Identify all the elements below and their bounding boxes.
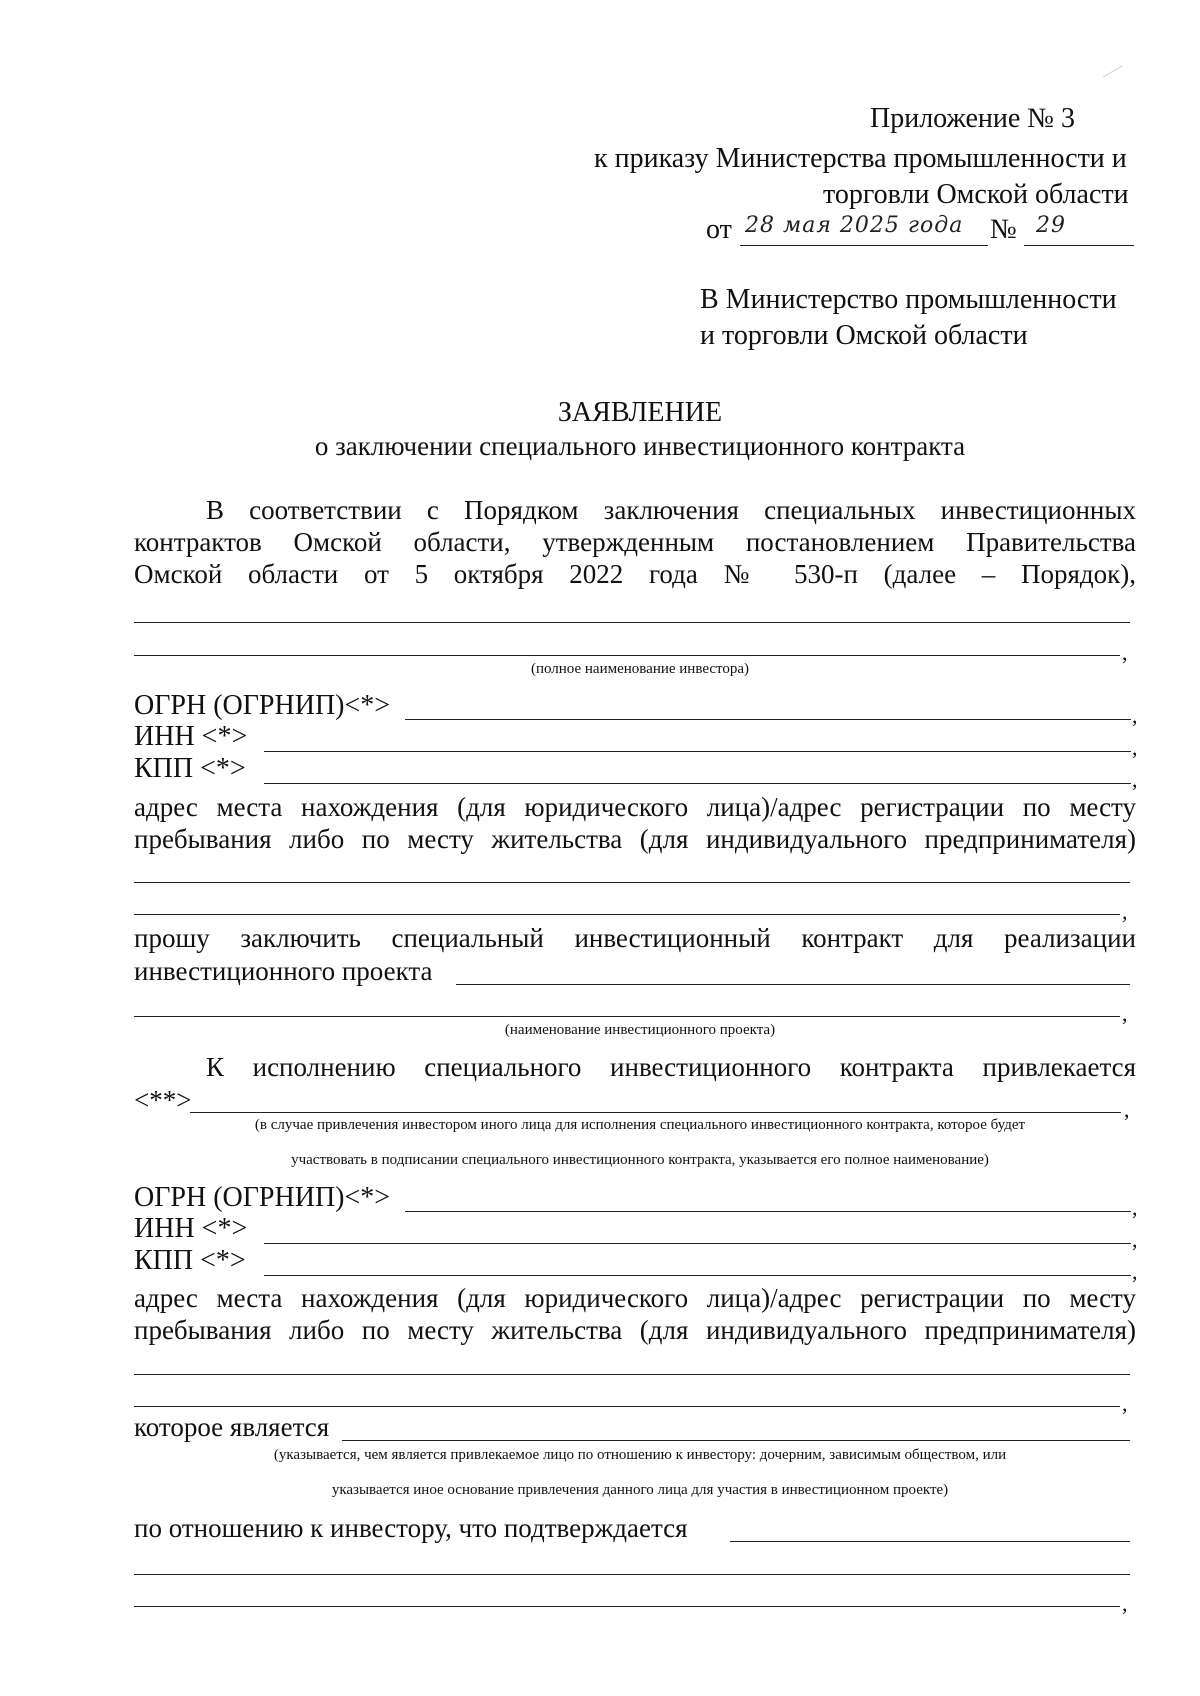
which-is-field[interactable] (342, 1440, 1130, 1441)
order-date-label: от (706, 214, 732, 245)
investor-ogrn-field[interactable] (405, 719, 1131, 720)
intro-line3: Омской области от 5 октября 2022 года № 530-п (далее – Порядок), (134, 559, 1136, 589)
order-number-line (1024, 245, 1134, 246)
involved-address-comma: , (1122, 1391, 1128, 1416)
involved-ogrn-comma: , (1132, 1195, 1138, 1220)
involved-marker: <**> (134, 1085, 192, 1115)
which-is-caption-line1: (указывается, чем является привлекаемое лицо по отношению к инвестору: дочерним, зависимым обществом, или (273, 1447, 1007, 1463)
investor-ogrn-comma: , (1132, 703, 1138, 728)
investor-kpp-label: КПП <*> (134, 753, 246, 784)
investor-name-line1 (134, 622, 1130, 623)
involved-caption-line1: (в случае привлечения инвестором иного лица для исполнения специального инвестиционного контракта, которое будет (254, 1117, 1026, 1133)
involved-kpp-label: КПП <*> (134, 1245, 246, 1276)
involved-kpp-field[interactable] (264, 1275, 1131, 1276)
involved-caption-line2: участвовать в подписании специального инвестиционного контракта, указывается его полное наименование) (291, 1152, 989, 1168)
intro-line1: В соответствии с Порядком заключения специальных инвестиционных (206, 495, 1136, 525)
confirmation-comma: , (1122, 1591, 1128, 1616)
investor-name-comma: , (1122, 640, 1128, 665)
involved-kpp-comma: , (1132, 1259, 1138, 1284)
investor-address-label-line2: пребывания либо по месту жительства (для индивидуального предпринимателя) (134, 824, 1136, 854)
investor-address-field-line2[interactable] (134, 914, 1120, 915)
confirmation-field-line1[interactable] (730, 1541, 1130, 1542)
order-number-handwritten: 29 (1036, 213, 1066, 238)
addressee-line2: и торговли Омской области (700, 320, 1028, 351)
project-name-caption: (наименование инвестиционного проекта) (504, 1022, 776, 1038)
involved-inn-field[interactable] (264, 1243, 1131, 1244)
involved-address-field-line2[interactable] (134, 1406, 1120, 1407)
confirmation-field-line2[interactable] (134, 1574, 1130, 1575)
document-title: ЗАЯВЛЕНИЕ (557, 397, 723, 428)
document-subtitle: о заключении специального инвестиционного контракта (314, 431, 966, 461)
investor-address-field-line1[interactable] (134, 882, 1130, 883)
investor-inn-comma: , (1132, 735, 1138, 760)
investor-kpp-comma: , (1132, 767, 1138, 792)
project-name-field-line1[interactable] (456, 984, 1130, 985)
addressee-line1: В Министерство промышленности (700, 284, 1117, 315)
order-reference-line1: к приказу Министерства промышленности и (594, 143, 1127, 174)
order-date-line (740, 245, 988, 246)
involved-inn-comma: , (1132, 1227, 1138, 1252)
involved-ogrn-label: ОГРН (ОГРНИП)<*> (134, 1182, 391, 1213)
project-name-comma: , (1122, 1001, 1128, 1026)
involved-inn-label: ИНН <*> (134, 1213, 248, 1244)
project-name-field-line2[interactable] (134, 1016, 1120, 1017)
order-date-handwritten: 28 мая 2025 года (745, 213, 964, 238)
intro-line2: контрактов Омской области, утвержденным постановлением Правительства (134, 527, 1136, 557)
investor-inn-label: ИНН <*> (134, 721, 248, 752)
order-reference-line2: торговли Омской области (823, 179, 1129, 210)
which-is-caption-line2: указывается иное основание привлечения данного лица для участия в инвестиционном проекте) (331, 1482, 949, 1498)
involved-address-label-line1: адрес места нахождения (для юридического лица)/адрес регистрации по месту (134, 1283, 1136, 1313)
investor-ogrn-label: ОГРН (ОГРНИП)<*> (134, 690, 391, 721)
appendix-number: Приложение № 3 (870, 103, 1075, 134)
page-corner-mark (1096, 54, 1123, 78)
request-line1: прошу заключить специальный инвестиционный контракт для реализации (134, 923, 1136, 953)
involved-name-field[interactable] (190, 1112, 1121, 1113)
confirmation-label: по отношению к инвестору, что подтверждается (134, 1513, 688, 1543)
involved-address-label-line2: пребывания либо по месту жительства (для индивидуального предпринимателя) (134, 1315, 1136, 1345)
investor-name-line2 (134, 655, 1120, 656)
request-line2: инвестиционного проекта (134, 956, 433, 986)
investor-address-label-line1: адрес места нахождения (для юридического лица)/адрес регистрации по месту (134, 792, 1136, 822)
investor-inn-field[interactable] (264, 751, 1131, 752)
order-number-label: № (990, 214, 1017, 245)
involved-name-comma: , (1124, 1097, 1130, 1122)
confirmation-field-line3[interactable] (134, 1606, 1120, 1607)
investor-address-comma: , (1122, 899, 1128, 924)
involved-address-field-line1[interactable] (134, 1374, 1130, 1375)
investor-kpp-field[interactable] (264, 783, 1131, 784)
which-is-label: которое является (134, 1412, 330, 1442)
involved-ogrn-field[interactable] (405, 1211, 1131, 1212)
investor-name-caption: (полное наименование инвестора) (530, 661, 750, 677)
involved-line1: К исполнению специального инвестиционного контракта привлекается (206, 1052, 1136, 1082)
